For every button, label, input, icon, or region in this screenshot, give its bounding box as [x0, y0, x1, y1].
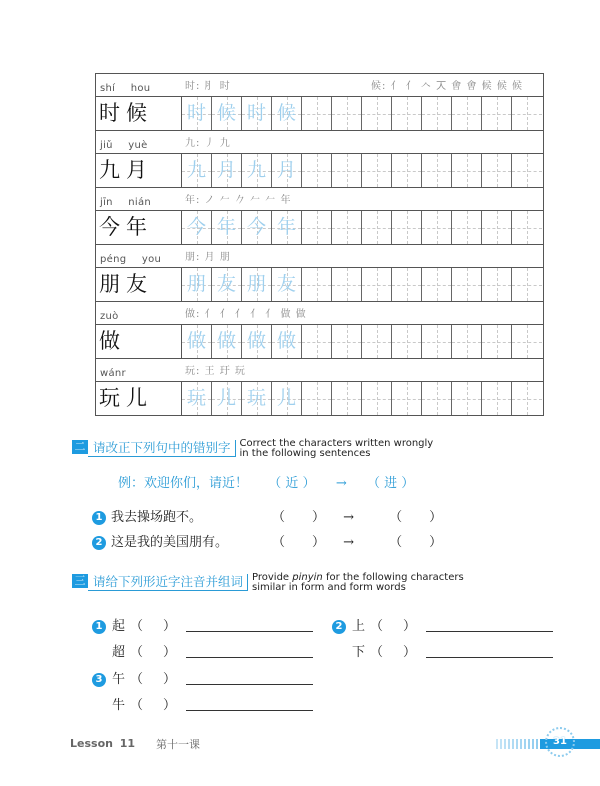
- trace-character: 九: [186, 159, 206, 181]
- trace-character: 儿: [276, 387, 296, 409]
- trace-character: 朋: [186, 273, 206, 295]
- stroke-order: 九: 丿 九: [185, 138, 231, 149]
- decoration-bar: [500, 739, 502, 749]
- word-answer-line[interactable]: [426, 619, 553, 632]
- stroke-order: 年: ノ 𠂉 𠂊 𠂉 𠂉 年: [185, 195, 292, 206]
- practice-entry: [96, 302, 543, 359]
- writing-box[interactable]: [422, 382, 452, 415]
- trace-character: 时: [246, 102, 266, 124]
- page-number: 31: [553, 736, 567, 747]
- footer-lesson-cn: 第十一课: [156, 738, 200, 751]
- number-badge: 2: [332, 620, 346, 634]
- arrow-icon: →: [343, 510, 355, 525]
- model-word: 九月: [96, 154, 182, 187]
- number-badge-1: 1: [92, 511, 106, 525]
- example-correct-char: （ 进 ）: [367, 476, 415, 491]
- trace-character: 玩: [246, 387, 266, 409]
- decoration-bar: [528, 739, 530, 749]
- trace-box[interactable]: [212, 97, 242, 130]
- writing-box[interactable]: [512, 97, 542, 130]
- target-character: 下: [352, 645, 366, 660]
- trace-box[interactable]: [242, 97, 272, 130]
- decoration-bar: [496, 739, 498, 749]
- writing-box[interactable]: [482, 97, 512, 130]
- character-row: [96, 154, 543, 188]
- trace-box[interactable]: [242, 211, 272, 244]
- writing-box[interactable]: [512, 268, 542, 301]
- example-wrong-char: （ 近 ）: [268, 476, 316, 491]
- writing-box[interactable]: [482, 268, 512, 301]
- writing-box[interactable]: [332, 382, 362, 415]
- trace-character: 做: [246, 330, 266, 352]
- trace-character: 九: [246, 159, 266, 181]
- trace-box[interactable]: [182, 382, 212, 415]
- trace-character: 候: [276, 102, 296, 124]
- target-character: 起: [112, 619, 126, 634]
- pinyin-blank[interactable]: [370, 615, 426, 634]
- pinyin-blank[interactable]: [130, 641, 186, 660]
- character-row: [96, 325, 543, 359]
- trace-box[interactable]: [242, 268, 272, 301]
- trace-box[interactable]: [272, 211, 302, 244]
- stroke-order: 朋: 月 朋: [185, 252, 231, 263]
- writing-box[interactable]: [482, 211, 512, 244]
- writing-box[interactable]: [452, 268, 482, 301]
- writing-box[interactable]: [392, 211, 422, 244]
- section-2-title-cn: 请改正下列句中的错别字: [88, 440, 236, 457]
- writing-box[interactable]: [422, 97, 452, 130]
- footer-lesson: Lesson 11: [70, 737, 136, 750]
- stroke-order: 玩: 王 玗 玩: [185, 366, 246, 377]
- writing-box[interactable]: [332, 325, 362, 358]
- section-3-title-en: [248, 573, 464, 593]
- writing-box[interactable]: [362, 154, 392, 187]
- writing-box[interactable]: [482, 325, 512, 358]
- arrow-icon: →: [335, 476, 347, 491]
- pinyin-row: [96, 188, 543, 211]
- word-answer-line[interactable]: [186, 645, 313, 658]
- decoration-bar: [524, 739, 526, 749]
- section-2-header: [72, 440, 433, 459]
- decoration-bar: [504, 739, 506, 749]
- paren-open: （: [272, 535, 286, 550]
- pinyin: jīn nián: [100, 197, 152, 208]
- model-word: 做: [96, 325, 182, 358]
- paren-open: （: [130, 672, 144, 687]
- trace-character: 玩: [186, 387, 206, 409]
- trace-character: 今: [246, 216, 266, 238]
- writing-box[interactable]: [332, 154, 362, 187]
- writing-box[interactable]: [332, 268, 362, 301]
- arrow-icon: →: [343, 535, 355, 550]
- paren-close: ）: [429, 510, 443, 525]
- writing-box[interactable]: [392, 325, 422, 358]
- form-word-item: [92, 668, 313, 687]
- model-word: 今年: [96, 211, 182, 244]
- number-badge: 3: [92, 673, 106, 687]
- decoration-bar: [508, 739, 510, 749]
- section-2-title-en-line1: Correct the characters written wrongly: [239, 438, 434, 449]
- writing-box[interactable]: [482, 154, 512, 187]
- pinyin: shí hou: [100, 83, 151, 94]
- section-3-title-cn: 请给下列形近字注音并组词: [88, 574, 248, 591]
- writing-box[interactable]: [422, 325, 452, 358]
- pinyin-blank[interactable]: [130, 668, 186, 687]
- paren-open: （: [389, 510, 403, 525]
- paren-close: ）: [163, 698, 177, 713]
- stroke-order: 做: 亻 亻 亻 亻 亻 做 做: [185, 309, 307, 320]
- example-label: 例：欢迎你们，请近！: [118, 476, 249, 491]
- paren-open: （: [370, 619, 384, 634]
- character-row: [96, 268, 543, 302]
- model-word: 玩儿: [96, 382, 182, 415]
- form-word-item: [92, 694, 313, 713]
- trace-box[interactable]: [272, 97, 302, 130]
- writing-box[interactable]: [302, 325, 332, 358]
- answer-blanks-1[interactable]: [272, 506, 442, 525]
- paren-open: （: [130, 698, 144, 713]
- trace-character: 月: [216, 159, 236, 181]
- title-en-post: for the following characters: [322, 572, 464, 583]
- trace-box[interactable]: [182, 268, 212, 301]
- pinyin-row: [96, 245, 543, 268]
- character-row: [96, 97, 543, 131]
- word-answer-line[interactable]: [186, 619, 313, 632]
- trace-character: 做: [186, 330, 206, 352]
- decoration-bar: [536, 739, 538, 749]
- writing-box[interactable]: [302, 211, 332, 244]
- trace-box[interactable]: [242, 325, 272, 358]
- pinyin: jiǔ yuè: [100, 140, 148, 151]
- target-character: 超: [112, 645, 126, 660]
- pinyin-blank[interactable]: [130, 615, 186, 634]
- practice-entry: [96, 131, 543, 188]
- trace-box[interactable]: [212, 211, 242, 244]
- trace-character: 做: [216, 330, 236, 352]
- trace-box[interactable]: [182, 211, 212, 244]
- writing-box[interactable]: [302, 382, 332, 415]
- paren-close: ）: [163, 672, 177, 687]
- trace-character: 年: [276, 216, 296, 238]
- pinyin-row: [96, 74, 543, 97]
- paren-open: （: [130, 645, 144, 660]
- writing-box[interactable]: [422, 154, 452, 187]
- practice-entry: [96, 359, 543, 416]
- footer-decoration-bars: [496, 739, 546, 749]
- paren-close: ）: [163, 619, 177, 634]
- section-2-title-en: [236, 439, 434, 459]
- practice-entry: [96, 74, 543, 131]
- writing-box[interactable]: [362, 97, 392, 130]
- example-sentence: [118, 472, 414, 491]
- trace-box[interactable]: [212, 154, 242, 187]
- practice-entry: [96, 245, 543, 302]
- title-en-pre: Provide: [252, 572, 293, 583]
- exercise-item-1: [92, 506, 202, 525]
- section-3-number: 三: [72, 574, 88, 588]
- writing-box[interactable]: [332, 211, 362, 244]
- paren-close: ）: [312, 510, 326, 525]
- trace-box[interactable]: [212, 382, 242, 415]
- writing-box[interactable]: [302, 97, 332, 130]
- trace-box[interactable]: [242, 154, 272, 187]
- decoration-bar: [532, 739, 534, 749]
- decoration-bar: [516, 739, 518, 749]
- form-word-item: [332, 615, 553, 634]
- pinyin-blank[interactable]: [370, 641, 426, 660]
- paren-close: ）: [403, 619, 417, 634]
- trace-box[interactable]: [272, 268, 302, 301]
- trace-character: 候: [216, 102, 236, 124]
- trace-character: 儿: [216, 387, 236, 409]
- form-word-item: [332, 641, 553, 660]
- exercise-sentence: 这是我的美国朋有。: [111, 535, 229, 550]
- trace-character: 友: [276, 273, 296, 295]
- character-row: [96, 211, 543, 245]
- number-badge: 1: [92, 620, 106, 634]
- trace-character: 年: [216, 216, 236, 238]
- trace-character: 友: [216, 273, 236, 295]
- form-word-item: [92, 615, 313, 634]
- trace-box[interactable]: [272, 382, 302, 415]
- pinyin-row: [96, 302, 543, 325]
- pinyin-row: [96, 359, 543, 382]
- word-answer-line[interactable]: [186, 672, 313, 685]
- number-badge-2: 2: [92, 536, 106, 550]
- trace-character: 时: [186, 102, 206, 124]
- writing-box[interactable]: [302, 268, 332, 301]
- writing-box[interactable]: [392, 268, 422, 301]
- word-answer-line[interactable]: [426, 645, 553, 658]
- paren-close: ）: [403, 645, 417, 660]
- trace-box[interactable]: [272, 325, 302, 358]
- writing-box[interactable]: [362, 211, 392, 244]
- section-2-number: 二: [72, 440, 88, 454]
- form-word-item: [92, 641, 313, 660]
- trace-box[interactable]: [182, 97, 212, 130]
- trace-box[interactable]: [212, 268, 242, 301]
- pinyin-row: [96, 131, 543, 154]
- writing-box[interactable]: [512, 382, 542, 415]
- paren-close: ）: [163, 645, 177, 660]
- writing-box[interactable]: [452, 382, 482, 415]
- decoration-bar: [520, 739, 522, 749]
- trace-box[interactable]: [242, 382, 272, 415]
- writing-box[interactable]: [392, 154, 422, 187]
- target-character: 午: [112, 672, 126, 687]
- writing-box[interactable]: [422, 268, 452, 301]
- section-2-title-en-line2: in the following sentences: [239, 448, 371, 459]
- trace-character: 今: [186, 216, 206, 238]
- writing-box[interactable]: [452, 325, 482, 358]
- character-practice-grid: [95, 73, 544, 416]
- writing-box[interactable]: [482, 382, 512, 415]
- writing-box[interactable]: [452, 154, 482, 187]
- paren-open: （: [389, 535, 403, 550]
- section-3-header: [72, 574, 464, 593]
- writing-box[interactable]: [362, 325, 392, 358]
- answer-blanks-2[interactable]: [272, 531, 442, 550]
- trace-character: 朋: [246, 273, 266, 295]
- pinyin: zuò: [100, 311, 119, 322]
- word-answer-line[interactable]: [186, 698, 313, 711]
- writing-box[interactable]: [512, 325, 542, 358]
- trace-character: 做: [276, 330, 296, 352]
- target-character: 牛: [112, 698, 126, 713]
- writing-box[interactable]: [452, 97, 482, 130]
- trace-box[interactable]: [272, 154, 302, 187]
- paren-close: ）: [429, 535, 443, 550]
- target-character: 上: [352, 619, 366, 634]
- trace-character: 月: [276, 159, 296, 181]
- exercise-item-2: [92, 531, 228, 550]
- writing-box[interactable]: [392, 97, 422, 130]
- pinyin-blank[interactable]: [130, 694, 186, 713]
- writing-box[interactable]: [512, 154, 542, 187]
- stroke-order: 时: ⺼ 时: [185, 81, 231, 92]
- model-word: 朋友: [96, 268, 182, 301]
- model-word: 时候: [96, 97, 182, 130]
- writing-box[interactable]: [422, 211, 452, 244]
- character-row: [96, 382, 543, 416]
- stroke-order-secondary: 候: 亻 亻 𠆢 𠆣 㑹 㑹 候 候 候: [371, 81, 523, 92]
- section-3-title-en-line2: similar in form and form words: [252, 582, 406, 593]
- paren-open: （: [272, 510, 286, 525]
- pinyin: wánr: [100, 368, 126, 379]
- paren-open: （: [130, 619, 144, 634]
- practice-entry: [96, 188, 543, 245]
- decoration-bar: [512, 739, 514, 749]
- pinyin: péng you: [100, 254, 162, 265]
- writing-box[interactable]: [512, 211, 542, 244]
- writing-box[interactable]: [362, 382, 392, 415]
- paren-close: ）: [312, 535, 326, 550]
- trace-box[interactable]: [212, 325, 242, 358]
- writing-box[interactable]: [452, 211, 482, 244]
- exercise-sentence: 我去操场跑不。: [111, 510, 203, 525]
- writing-box[interactable]: [362, 268, 392, 301]
- title-en-italic: pinyin: [292, 572, 323, 583]
- paren-open: （: [370, 645, 384, 660]
- writing-box[interactable]: [302, 154, 332, 187]
- writing-box[interactable]: [392, 382, 422, 415]
- trace-box[interactable]: [182, 325, 212, 358]
- writing-box[interactable]: [332, 97, 362, 130]
- trace-box[interactable]: [182, 154, 212, 187]
